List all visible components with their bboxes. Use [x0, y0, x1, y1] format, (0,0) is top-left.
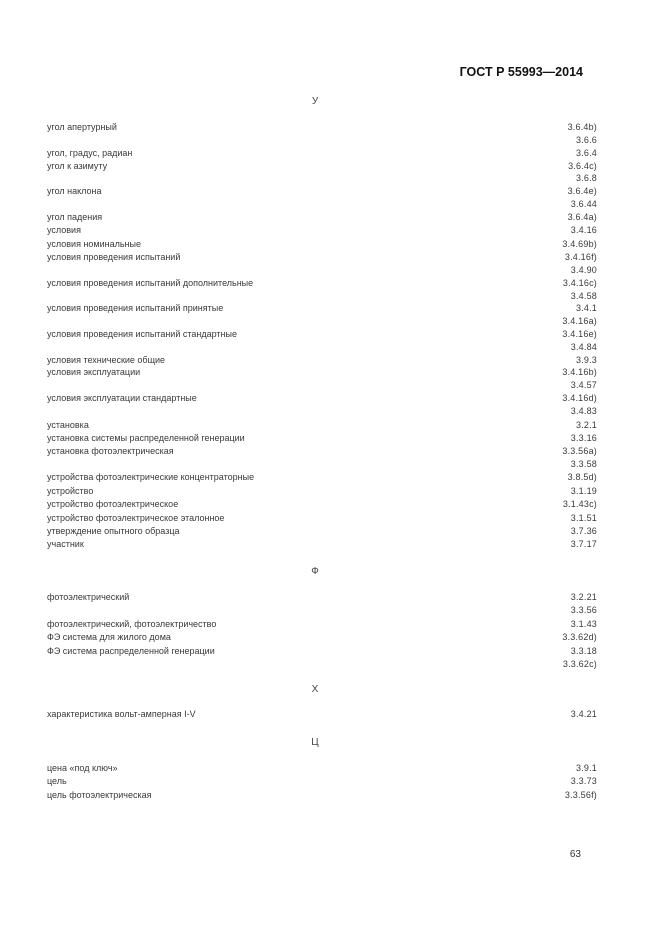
index-entry — [47, 366, 597, 379]
index-entry — [47, 238, 597, 251]
index-term: угол наклона — [47, 186, 102, 196]
index-entry — [47, 538, 597, 551]
index-term: условия эксплуатации стандартные — [47, 393, 197, 403]
index-term: устройство — [47, 486, 94, 496]
index-reference: 3.4.57 — [570, 380, 597, 390]
index-term: ФЭ система для жилого дома — [47, 632, 171, 642]
index-reference: 3.3.56 — [570, 605, 597, 615]
index-reference: 3.3.16 — [570, 433, 597, 443]
index-reference: 3.4.58 — [570, 291, 597, 301]
index-term: цель — [47, 776, 67, 786]
index-entry — [47, 277, 597, 290]
index-reference: 3.4.84 — [570, 342, 597, 352]
index-reference: 3.4.21 — [570, 709, 597, 719]
index-reference: 3.8.5d) — [567, 472, 597, 482]
index-term: угол к азимуту — [47, 161, 108, 171]
index-reference: 3.6.44 — [570, 199, 597, 209]
index-term: характеристика вольт-амперная I-V — [47, 709, 196, 719]
index-reference: 3.3.62d) — [562, 632, 597, 642]
index-entry — [47, 789, 597, 802]
index-reference: 3.1.19 — [570, 486, 597, 496]
index-reference: 3.3.62c) — [562, 659, 597, 669]
index-reference: 3.9.3 — [575, 355, 597, 365]
index-reference: 3.3.58 — [570, 459, 597, 469]
index-reference: 3.4.83 — [570, 406, 597, 416]
document-header: ГОСТ Р 55993—2014 — [459, 65, 583, 79]
index-entry — [47, 121, 597, 134]
index-entry — [47, 432, 597, 445]
index-term: установка системы распределенной генерации — [47, 433, 245, 443]
index-term: условия проведения испытаний — [47, 252, 181, 262]
index-term: устройство фотоэлектрическое эталонное — [47, 513, 225, 523]
index-reference: 3.3.73 — [570, 776, 597, 786]
index-reference: 3.4.16a) — [562, 316, 597, 326]
index-term: угол апертурный — [47, 122, 117, 132]
index-entry — [47, 392, 597, 405]
index-reference: 3.7.17 — [570, 539, 597, 549]
index-reference: 3.6.4a) — [567, 212, 597, 222]
index-entry — [47, 341, 597, 354]
index-entry — [47, 302, 597, 315]
index-reference: 3.4.16 — [570, 225, 597, 235]
index-reference: 3.4.16f) — [564, 252, 597, 262]
index-entry — [47, 134, 597, 147]
index-term: устройство фотоэлектрическое — [47, 499, 179, 509]
section-letter: Ц — [311, 737, 319, 748]
index-entry — [47, 762, 597, 775]
index-term: фотоэлектрический — [47, 592, 130, 602]
index-term: угол, градус, радиан — [47, 148, 133, 158]
index-entry — [47, 498, 597, 511]
index-term: участник — [47, 539, 84, 549]
index-reference: 3.4.16e) — [562, 329, 597, 339]
index-term: фотоэлектрический, фотоэлектричество — [47, 619, 217, 629]
index-entry — [47, 211, 597, 224]
index-reference: 3.1.43c) — [562, 499, 597, 509]
index-term: цена «под ключ» — [47, 763, 118, 773]
index-entry — [47, 631, 597, 644]
index-reference: 3.6.4e) — [567, 186, 597, 196]
index-entry — [47, 512, 597, 525]
index-reference: 3.3.18 — [570, 646, 597, 656]
index-entry — [47, 198, 597, 211]
index-entry — [47, 251, 597, 264]
index-term: цель фотоэлектрическая — [47, 790, 152, 800]
index-term: условия проведения испытаний дополнительные — [47, 278, 254, 288]
index-entry — [47, 224, 597, 237]
index-entry — [47, 328, 597, 341]
index-entry — [47, 147, 597, 160]
index-term: условия эксплуатации — [47, 367, 141, 377]
index-reference: 3.6.8 — [575, 173, 597, 183]
index-term: условия технические общие — [47, 355, 166, 365]
index-entry — [47, 185, 597, 198]
index-term: угол падения — [47, 212, 103, 222]
index-term: условия проведения испытаний стандартные — [47, 329, 237, 339]
index-entry — [47, 405, 597, 418]
index-term: условия номинальные — [47, 239, 141, 249]
index-reference: 3.9.1 — [575, 763, 597, 773]
index-term: устройства фотоэлектрические концентраторные — [47, 472, 255, 482]
index-entry — [47, 419, 597, 432]
section-letter: Х — [311, 684, 319, 695]
index-reference: 3.2.21 — [570, 592, 597, 602]
index-term: условия — [47, 225, 81, 235]
section-letter: У — [311, 96, 319, 107]
index-term: условия проведения испытаний принятые — [47, 303, 224, 313]
index-reference: 3.6.6 — [575, 135, 597, 145]
index-term: установка фотоэлектрическая — [47, 446, 174, 456]
index-reference: 3.4.16c) — [562, 278, 597, 288]
index-term: ФЭ система распределенной генерации — [47, 646, 215, 656]
index-reference: 3.3.56f) — [564, 790, 597, 800]
index-reference: 3.4.90 — [570, 265, 597, 275]
index-reference: 3.6.4c) — [568, 161, 597, 171]
index-entry — [47, 264, 597, 277]
index-term: утверждение опытного образца — [47, 526, 180, 536]
index-reference: 3.4.16b) — [562, 367, 597, 377]
index-entry — [47, 618, 597, 631]
index-entry — [47, 445, 597, 458]
index-reference: 3.4.1 — [575, 303, 597, 313]
index-entry — [47, 471, 597, 484]
index-reference: 3.3.56a) — [562, 446, 597, 456]
index-reference: 3.1.51 — [570, 513, 597, 523]
index-entry — [47, 315, 597, 328]
index-entry — [47, 708, 597, 721]
index-entry — [47, 645, 597, 658]
index-reference: 3.7.36 — [570, 526, 597, 536]
index-entry — [47, 604, 597, 617]
index-entry — [47, 525, 597, 538]
index-term: установка — [47, 420, 89, 430]
section-letter: Ф — [311, 566, 319, 577]
index-entry — [47, 379, 597, 392]
index-reference: 3.1.43 — [570, 619, 597, 629]
index-reference: 3.6.4b) — [567, 122, 597, 132]
index-entry — [47, 775, 597, 788]
index-entry — [47, 172, 597, 185]
index-entry — [47, 485, 597, 498]
index-reference: 3.2.1 — [575, 420, 597, 430]
index-entry — [47, 658, 597, 671]
index-entry — [47, 591, 597, 604]
page-number: 63 — [569, 849, 581, 860]
index-reference: 3.6.4 — [575, 148, 597, 158]
index-reference: 3.4.16d) — [562, 393, 597, 403]
index-entry — [47, 458, 597, 471]
index-reference: 3.4.69b) — [562, 239, 597, 249]
